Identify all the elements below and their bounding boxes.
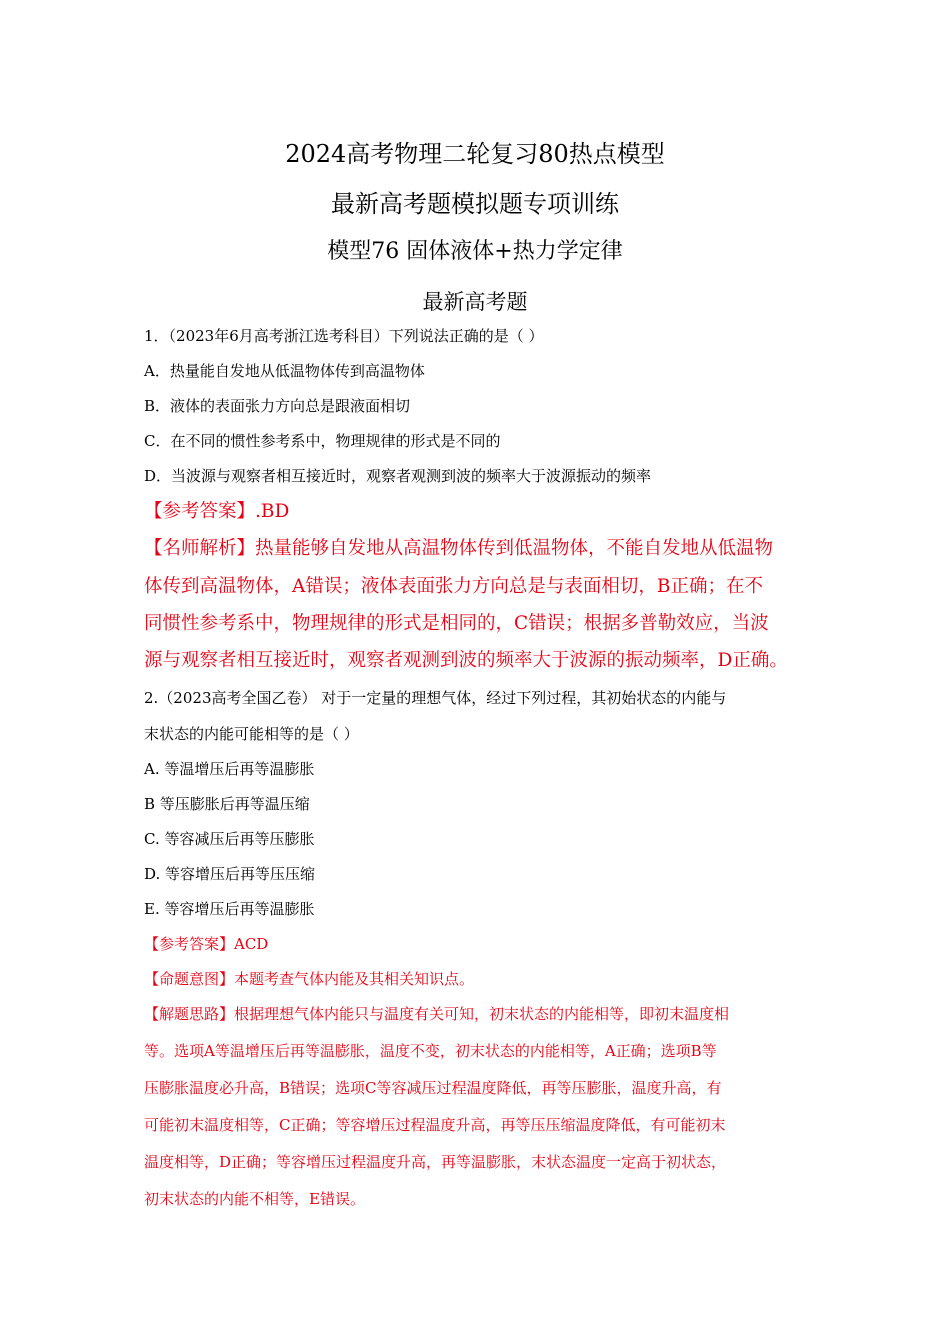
q2-answer: 【参考答案】ACD (144, 935, 269, 953)
q2-option-c: C. 等容减压后再等压膨胀 (144, 830, 315, 848)
q2-option-b: B 等压膨胀后再等温压缩 (144, 795, 310, 813)
q1-analysis-line-1: 【名师解析】热量能够自发地从高温物体传到低温物体，不能自发地从低温物 (144, 538, 774, 559)
q2-option-d: D. 等容增压后再等压压缩 (144, 865, 316, 883)
model-title: 模型76 固体液体+热力学定律 (327, 239, 623, 264)
q1-option-c: C．在不同的惯性参考系中，物理规律的形式是不同的 (144, 432, 501, 450)
q2-analysis-line-3: 压膨胀温度必升高，B错误；选项C等容减压过程温度降低，再等压膨胀，温度升高，有 (144, 1079, 722, 1097)
q2-option-e: E. 等容增压后再等温膨胀 (144, 900, 315, 918)
q2-analysis-line-2: 等。选项A等温增压后再等温膨胀，温度不变，初末状态的内能相等，A正确；选项B等 (144, 1042, 717, 1060)
q2-analysis-line-4: 可能初末温度相等，C正确；等容增压过程温度升高，再等压压缩温度降低，有可能初末 (144, 1116, 726, 1134)
section-heading: 最新高考题 (422, 290, 528, 314)
q2-option-a: A. 等温增压后再等温膨胀 (144, 760, 315, 778)
q2-analysis-line-1: 【解题思路】根据理想气体内能只与温度有关可知，初末状态的内能相等，即初末温度相 (144, 1005, 730, 1023)
q1-analysis-line-3: 同惯性参考系中，物理规律的形式是相同的，C错误；根据多普勒效应，当波 (144, 613, 769, 634)
q1-option-d: D．当波源与观察者相互接近时，观察者观测到波的频率大于波源振动的频率 (144, 467, 652, 485)
q1-option-b: B．液体的表面张力方向总是跟液面相切 (144, 397, 411, 415)
q1-option-a: A．热量能自发地从低温物体传到高温物体 (144, 362, 425, 380)
q2-intent: 【命题意图】本题考查气体内能及其相关知识点。 (144, 970, 475, 988)
q1-analysis-line-4: 源与观察者相互接近时，观察者观测到波的频率大于波源的振动频率，D正确。 (144, 650, 788, 671)
q2-stem-line-2: 末状态的内能可能相等的是（ ） (144, 725, 359, 743)
q1-stem: 1．（2023年6月高考浙江选考科目）下列说法正确的是（ ） (144, 327, 544, 345)
q2-analysis-line-6: 初末状态的内能不相等，E错误。 (144, 1190, 365, 1208)
q2-stem-line-1: 2.（2023高考全国乙卷） 对于一定量的理想气体，经过下列过程，其初始状态的内能与 (144, 689, 727, 707)
q2-analysis-line-5: 温度相等，D正确；等容增压过程温度升高，再等温膨胀，末状态温度一定高于初状态， (144, 1153, 727, 1171)
q1-answer: 【参考答案】.BD (144, 501, 290, 522)
doc-subtitle: 最新高考题模拟题专项训练 (331, 190, 619, 218)
q1-analysis-line-2: 体传到高温物体，A错误；液体表面张力方向总是与表面相切，B正确；在不 (144, 576, 763, 597)
doc-title: 2024高考物理二轮复习80热点模型 (285, 140, 665, 168)
